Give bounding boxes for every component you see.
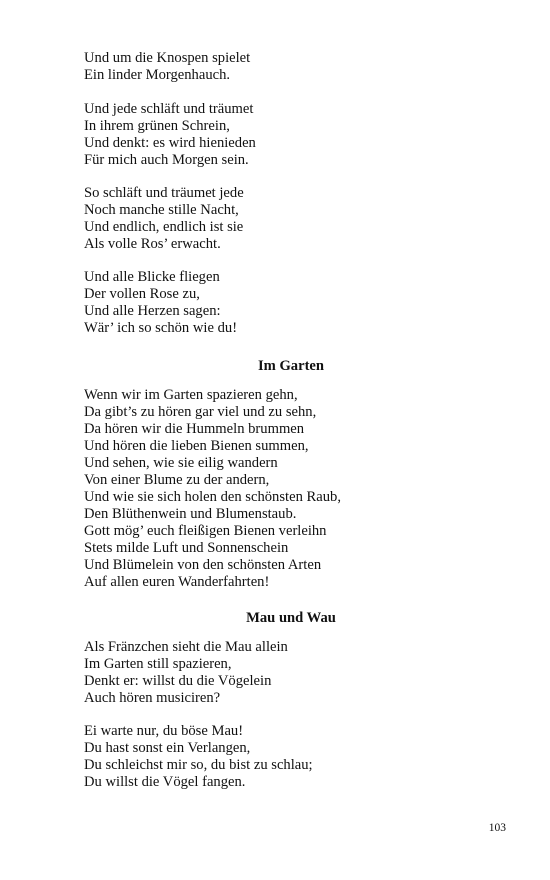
verse-line: Als Fränzchen sieht die Mau allein (84, 639, 288, 655)
poem-title: Mau und Wau (246, 610, 336, 626)
verse-line: Im Garten still spazieren, (84, 656, 232, 672)
verse-line: In ihrem grünen Schrein, (84, 118, 230, 134)
verse-line: Und alle Herzen sagen: (84, 303, 221, 319)
verse-line: Und hören die lieben Bienen summen, (84, 438, 309, 454)
verse-line: Stets milde Luft und Sonnenschein (84, 540, 289, 556)
verse-line: Denkt er: willst du die Vögelein (84, 673, 272, 689)
verse-line: Du schleichst mir so, du bist zu schlau; (84, 757, 313, 773)
verse-line: Den Blüthenwein und Blumenstaub. (84, 506, 297, 522)
verse-line: Und um die Knospen spielet (84, 50, 251, 66)
verse-line: Der vollen Rose zu, (84, 286, 200, 302)
verse-line: Wär’ ich so schön wie du! (84, 320, 238, 336)
page-number: 103 (488, 822, 506, 834)
verse-line: Du willst die Vögel fangen. (84, 774, 246, 790)
verse-line: Ei warte nur, du böse Mau! (84, 723, 244, 739)
verse-line: Und denkt: es wird hienieden (84, 135, 256, 151)
verse-line: So schläft und träumet jede (84, 185, 244, 201)
verse-line: Da gibt’s zu hören gar viel und zu sehn, (84, 404, 317, 420)
verse-line: Auf allen euren Wanderfahrten! (84, 574, 270, 590)
verse-line: Als volle Ros’ erwacht. (84, 236, 221, 252)
verse-line: Wenn wir im Garten spazieren gehn, (84, 387, 298, 403)
verse-line: Von einer Blume zu der andern, (84, 472, 270, 488)
verse-line: Und jede schläft und träumet (84, 101, 254, 117)
verse-line: Und Blümelein von den schönsten Arten (84, 557, 322, 573)
verse-line: Gott mög’ euch fleißigen Bienen verleihn (84, 523, 327, 539)
verse-line: Und endlich, endlich ist sie (84, 219, 244, 235)
verse-line: Und wie sie sich holen den schönsten Raub, (84, 489, 341, 505)
poem-title: Im Garten (257, 358, 325, 374)
verse-line: Du hast sonst ein Verlangen, (84, 740, 251, 756)
verse-line: Da hören wir die Hummeln brummen (84, 421, 305, 437)
verse-line: Und alle Blicke fliegen (84, 269, 220, 285)
verse-line: Auch hören musiciren? (84, 690, 221, 706)
verse-line: Ein linder Morgenhauch. (84, 67, 231, 83)
verse-line: Noch manche stille Nacht, (84, 202, 239, 218)
verse-line: Und sehen, wie sie eilig wandern (84, 455, 278, 471)
verse-line: Für mich auch Morgen sein. (84, 152, 249, 168)
